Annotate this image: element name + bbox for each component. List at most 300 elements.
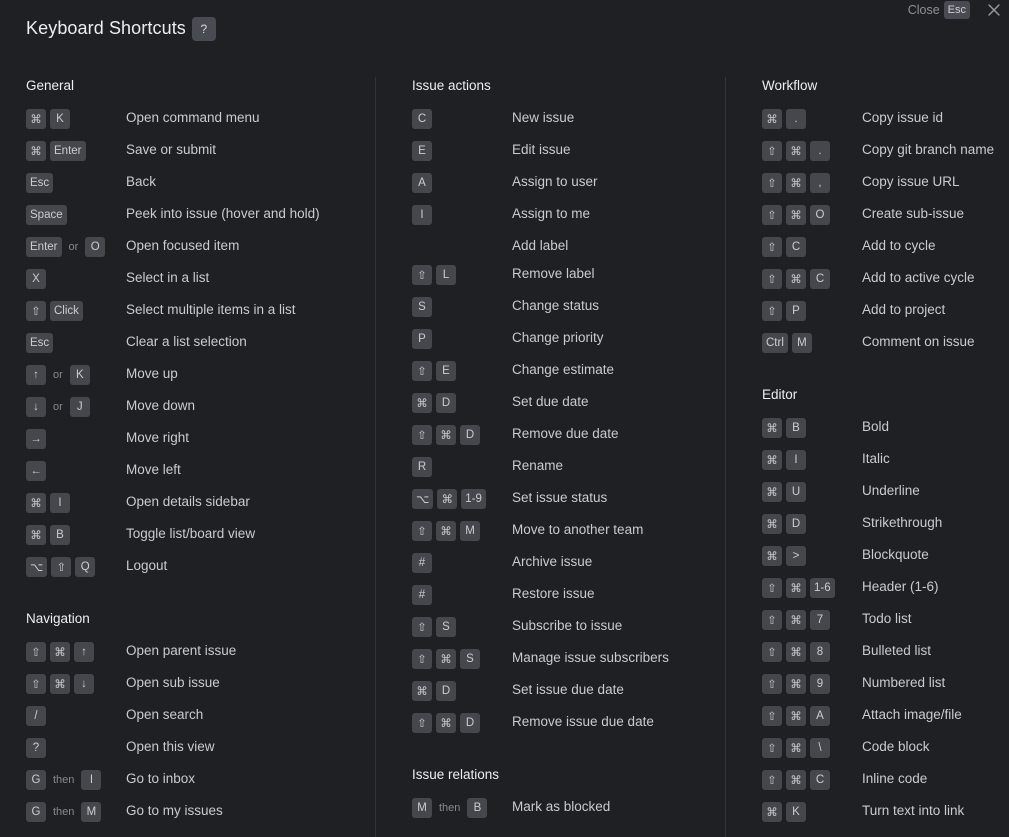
shortcut-keys [412,457,432,477]
shortcut-label: Code block [862,739,930,754]
shortcut-keys [26,738,46,758]
key-badge: ⌘ [26,493,46,513]
key-badge: Enter [26,237,62,257]
key-badge: ⇧ [26,674,46,694]
shortcut-keys [762,269,830,289]
shortcut-keys [412,713,480,733]
shortcut-row [412,425,619,445]
shortcut-keys [762,482,806,502]
shortcut-keys [412,205,432,225]
shortcut-keys [26,770,101,790]
key-badge: ⌘ [436,521,456,541]
key-badge: ↓ [26,397,46,417]
shortcut-row [26,205,320,225]
key-badge: # [412,585,432,605]
shortcut-label: Turn text into link [862,803,965,818]
shortcut-row [26,109,260,129]
key-badge: G [26,770,46,790]
shortcut-keys [762,205,830,225]
key-badge: ⌘ [762,450,782,470]
key-badge: ⇧ [412,713,432,733]
key-badge: ⌘ [26,525,46,545]
section-title: Navigation [26,611,90,626]
shortcut-row [412,173,598,193]
shortcut-label: Move up [126,366,178,381]
shortcut-row [412,489,608,509]
shortcut-label: Back [126,174,157,189]
shortcut-label: Move right [126,430,190,445]
shortcut-keys [26,802,101,822]
shortcut-row [26,642,237,662]
shortcut-keys [762,173,830,193]
key-badge: ⇧ [762,205,782,225]
key-badge: S [436,617,456,637]
shortcut-label: Assign to user [512,174,598,189]
key-badge: S [412,297,432,317]
key-badge: , [810,173,830,193]
shortcut-label: Italic [862,451,890,466]
key-badge: ⇧ [762,141,782,161]
shortcut-row [412,265,595,285]
shortcut-keys [762,418,806,438]
shortcut-row [412,297,600,317]
close-label: Close [907,3,940,17]
key-badge: O [85,237,105,257]
shortcut-keys [412,141,432,161]
key-badge: L [436,265,456,285]
shortcut-row [26,429,190,449]
shortcut-label: Change status [512,298,600,313]
shortcut-keys [26,493,70,513]
section-title: Editor [762,387,798,402]
shortcut-keys [412,265,456,285]
key-badge: ⌘ [50,674,70,694]
shortcut-label: Open focused item [126,238,240,253]
shortcut-keys [412,361,456,381]
key-badge: C [786,237,806,257]
shortcut-keys [26,141,86,161]
shortcut-label: Select multiple items in a list [126,302,296,317]
key-badge: ⇧ [762,237,782,257]
key-badge: → [26,429,46,449]
shortcut-keys [26,557,95,577]
key-badge: P [412,329,432,349]
key-badge: ⌘ [26,109,46,129]
shortcut-label: Mark as blocked [512,799,611,814]
key-badge: 7 [810,610,830,630]
shortcut-row [412,457,564,477]
column-divider [725,77,726,837]
key-badge: 1-6 [810,578,835,598]
shortcut-label: Numbered list [862,675,946,690]
key-badge: I [81,770,101,790]
key-badge: O [810,205,830,225]
shortcut-keys [762,770,830,790]
key-badge: Q [75,557,95,577]
shortcut-keys [412,521,480,541]
shortcut-row [26,461,181,481]
shortcut-label: Set issue status [512,490,608,505]
key-badge: ⇧ [762,674,782,694]
shortcut-label: Set issue due date [512,682,624,697]
key-badge: X [26,269,46,289]
shortcut-row [26,365,178,385]
key-badge: E [436,361,456,381]
shortcut-keys [762,514,806,534]
shortcut-label: Bulleted list [862,643,932,658]
key-badge: ⌘ [786,205,806,225]
shortcut-label: Logout [126,558,168,573]
shortcut-keys [412,329,432,349]
shortcut-label: Change priority [512,330,604,345]
key-badge: ⌘ [436,649,456,669]
dialog-title [26,16,216,41]
key-badge: ⌘ [437,489,457,509]
shortcut-row [412,617,623,637]
shortcut-label: Toggle list/board view [126,526,256,541]
shortcut-label: Add to project [862,302,946,317]
shortcut-label: Restore issue [512,586,595,601]
shortcut-keys [26,269,46,289]
shortcut-row [412,585,595,605]
key-badge: ⌘ [436,713,456,733]
shortcut-row [762,109,944,129]
key-badge: Enter [50,141,86,161]
shortcut-row [412,649,669,669]
key-badge: 1-9 [461,489,486,509]
shortcut-keys [412,109,432,129]
key-badge: 9 [810,674,830,694]
shortcut-keys [26,365,90,385]
shortcut-keys [762,450,806,470]
key-badge: ⌘ [786,738,806,758]
key-badge: C [810,770,830,790]
shortcut-keys [26,205,67,225]
shortcut-row [762,418,890,438]
shortcut-keys [762,578,835,598]
key-badge: R [412,457,432,477]
shortcut-label: Move to another team [512,522,644,537]
section-title: Workflow [762,78,818,93]
key-badge: ⌘ [762,482,782,502]
key-badge: K [70,365,90,385]
shortcut-keys [412,425,480,445]
key-badge: ⌘ [762,546,782,566]
key-badge: ⌘ [786,578,806,598]
shortcut-label: Edit issue [512,142,571,157]
shortcut-row [412,109,575,129]
shortcut-row [762,514,943,534]
key-badge: ⇧ [412,361,432,381]
key-badge: Click [50,301,83,321]
key-badge: ⌘ [786,770,806,790]
key-badge: S [460,649,480,669]
close-button[interactable] [908,1,970,19]
key-badge: ⌥ [26,557,47,577]
shortcut-keys [26,706,46,726]
key-badge: ⌘ [412,681,432,701]
shortcut-row [762,301,946,321]
section-title: Issue relations [412,767,500,782]
key-separator: or [68,241,79,253]
key-badge: ↑ [26,365,46,385]
shortcut-row [412,798,611,818]
key-badge: Esc [26,173,53,193]
key-badge: ⇧ [412,425,432,445]
key-badge: B [786,418,806,438]
key-badge: Space [26,205,67,225]
key-badge: . [810,141,830,161]
close-key-badge: Esc [944,1,970,19]
shortcut-keys [26,301,83,321]
shortcut-label: New issue [512,110,575,125]
key-badge: ⇧ [51,557,71,577]
key-badge: J [70,397,90,417]
key-badge: \ [810,738,830,758]
shortcut-label: Set due date [512,394,589,409]
key-badge: ⌘ [762,418,782,438]
shortcut-label: Assign to me [512,206,591,221]
shortcut-row [26,301,296,321]
key-badge: C [412,109,432,129]
shortcut-keys [26,525,70,545]
close-icon[interactable] [987,3,1001,17]
shortcut-row [762,706,962,726]
shortcut-row [412,141,571,161]
key-badge: ⇧ [412,617,432,637]
key-badge: ↑ [74,642,94,662]
key-badge: ↓ [74,674,94,694]
shortcut-label: Clear a list selection [126,334,247,349]
key-badge: # [412,553,432,573]
shortcut-label: Open search [126,707,204,722]
shortcut-keys [762,674,830,694]
key-badge: ← [26,461,46,481]
shortcut-label: Open sub issue [126,675,220,690]
key-badge: ⇧ [26,301,46,321]
key-badge: ⇧ [26,642,46,662]
shortcut-label: Open this view [126,739,215,754]
shortcut-row [26,706,204,726]
shortcut-label: Inline code [862,771,928,786]
key-badge: I [786,450,806,470]
key-separator: then [439,802,461,814]
key-badge: M [81,802,101,822]
key-badge: U [786,482,806,502]
shortcut-keys [762,706,830,726]
shortcut-label: Change estimate [512,362,615,377]
key-badge: ⌘ [50,642,70,662]
key-badge: . [786,109,806,129]
key-badge: ⇧ [412,521,432,541]
shortcut-keys [412,489,486,509]
shortcut-row [412,393,589,413]
shortcut-label: Manage issue subscribers [512,650,669,665]
shortcut-row [762,546,929,566]
key-badge: ⌘ [762,802,782,822]
shortcut-keys [412,173,432,193]
shortcut-row [762,333,975,353]
shortcut-label: Underline [862,483,920,498]
shortcut-keys [762,610,830,630]
key-badge: D [786,514,806,534]
shortcut-label: Add label [512,238,569,253]
shortcut-keys [26,397,90,417]
shortcut-row [26,802,223,822]
key-badge: Esc [26,333,53,353]
shortcut-row [762,237,936,257]
shortcut-label: Create sub-issue [862,206,965,221]
shortcut-label: Copy issue id [862,110,944,125]
shortcut-row [412,681,624,701]
shortcut-row [762,482,920,502]
key-badge: / [26,706,46,726]
shortcut-keys [26,173,53,193]
shortcut-keys [412,617,456,637]
shortcut-label: Go to my issues [126,803,223,818]
shortcut-keys [762,333,812,353]
shortcut-row [762,802,965,822]
key-badge: ⌥ [412,489,433,509]
help-badge: ? [192,17,216,41]
key-badge: E [412,141,432,161]
key-badge: C [810,269,830,289]
key-badge: A [810,706,830,726]
shortcut-keys [412,393,456,413]
key-badge: ⌘ [786,173,806,193]
shortcut-row [26,674,220,694]
shortcut-keys [762,237,806,257]
shortcut-label: Open parent issue [126,643,237,658]
key-badge: ⇧ [762,301,782,321]
key-badge: ⇧ [762,642,782,662]
shortcut-keys [762,642,830,662]
shortcut-label: Copy issue URL [862,174,960,189]
shortcut-label: Strikethrough [862,515,943,530]
key-badge: ⇧ [412,265,432,285]
shortcut-row [26,557,168,577]
shortcut-keys [26,674,94,694]
shortcut-row [762,770,928,790]
shortcut-keys [762,301,806,321]
shortcut-row [762,269,975,289]
key-badge: K [50,109,70,129]
shortcut-row [26,738,215,758]
key-badge: ⇧ [762,610,782,630]
key-badge: D [460,713,480,733]
shortcut-keys [26,429,46,449]
key-badge: B [467,798,487,818]
shortcut-keys [412,681,456,701]
key-badge: ⌘ [786,141,806,161]
shortcut-row [26,493,250,513]
shortcut-row [26,237,240,257]
shortcut-keys [762,546,806,566]
shortcut-label: Comment on issue [862,334,975,349]
shortcut-keys [26,461,46,481]
shortcut-label: Add to cycle [862,238,936,253]
shortcut-label: Rename [512,458,564,473]
shortcut-label: Peek into issue (hover and hold) [126,206,320,221]
key-badge: D [436,681,456,701]
shortcut-row [26,269,210,289]
shortcut-keys [26,237,105,257]
shortcut-label: Blockquote [862,547,929,562]
shortcut-label: Select in a list [126,270,210,285]
key-badge: M [412,798,432,818]
shortcut-row [412,329,604,349]
shortcut-keys [762,802,806,822]
shortcut-row [762,578,939,598]
shortcut-keys [412,297,432,317]
key-badge: > [786,546,806,566]
shortcut-label: Add to active cycle [862,270,975,285]
shortcut-row [762,141,995,161]
key-badge: I [50,493,70,513]
shortcut-label: Header (1-6) [862,579,939,594]
section-title: Issue actions [412,78,491,93]
key-badge: ⌘ [786,706,806,726]
key-badge: 8 [810,642,830,662]
key-badge: ? [26,738,46,758]
shortcut-keys [26,333,53,353]
key-badge: A [412,173,432,193]
shortcut-label: Subscribe to issue [512,618,623,633]
shortcut-row [762,205,965,225]
key-separator: then [53,806,75,818]
key-badge: K [786,802,806,822]
key-badge: ⇧ [762,770,782,790]
shortcut-keys [762,109,806,129]
shortcut-label: Move left [126,462,181,477]
shortcut-keys [412,585,432,605]
shortcut-row [762,173,960,193]
shortcut-row [412,521,644,541]
shortcut-row [26,141,217,161]
shortcut-row [762,674,946,694]
shortcut-keys [762,738,830,758]
shortcut-keys [412,798,487,818]
key-badge: P [786,301,806,321]
key-badge: ⌘ [436,425,456,445]
key-separator: or [53,401,63,413]
key-badge: G [26,802,46,822]
shortcut-keys [412,553,432,573]
column-divider [375,77,376,837]
shortcut-row [26,333,247,353]
shortcut-label: Move down [126,398,196,413]
shortcut-label: Todo list [862,611,912,626]
key-badge: ⇧ [762,738,782,758]
key-badge: I [412,205,432,225]
key-badge: M [460,521,480,541]
shortcut-row [762,642,932,662]
key-badge: ⇧ [762,173,782,193]
shortcut-row [412,553,593,573]
shortcut-label: Remove label [512,266,595,281]
key-badge: ⌘ [26,141,46,161]
key-badge: B [50,525,70,545]
shortcut-row [26,397,196,417]
shortcut-label: Attach image/file [862,707,962,722]
key-badge: ⌘ [786,269,806,289]
key-badge: D [460,425,480,445]
key-badge: M [792,333,812,353]
key-badge: ⇧ [762,269,782,289]
shortcut-label: Open details sidebar [126,494,250,509]
shortcut-row [26,770,196,790]
key-badge: ⌘ [412,393,432,413]
